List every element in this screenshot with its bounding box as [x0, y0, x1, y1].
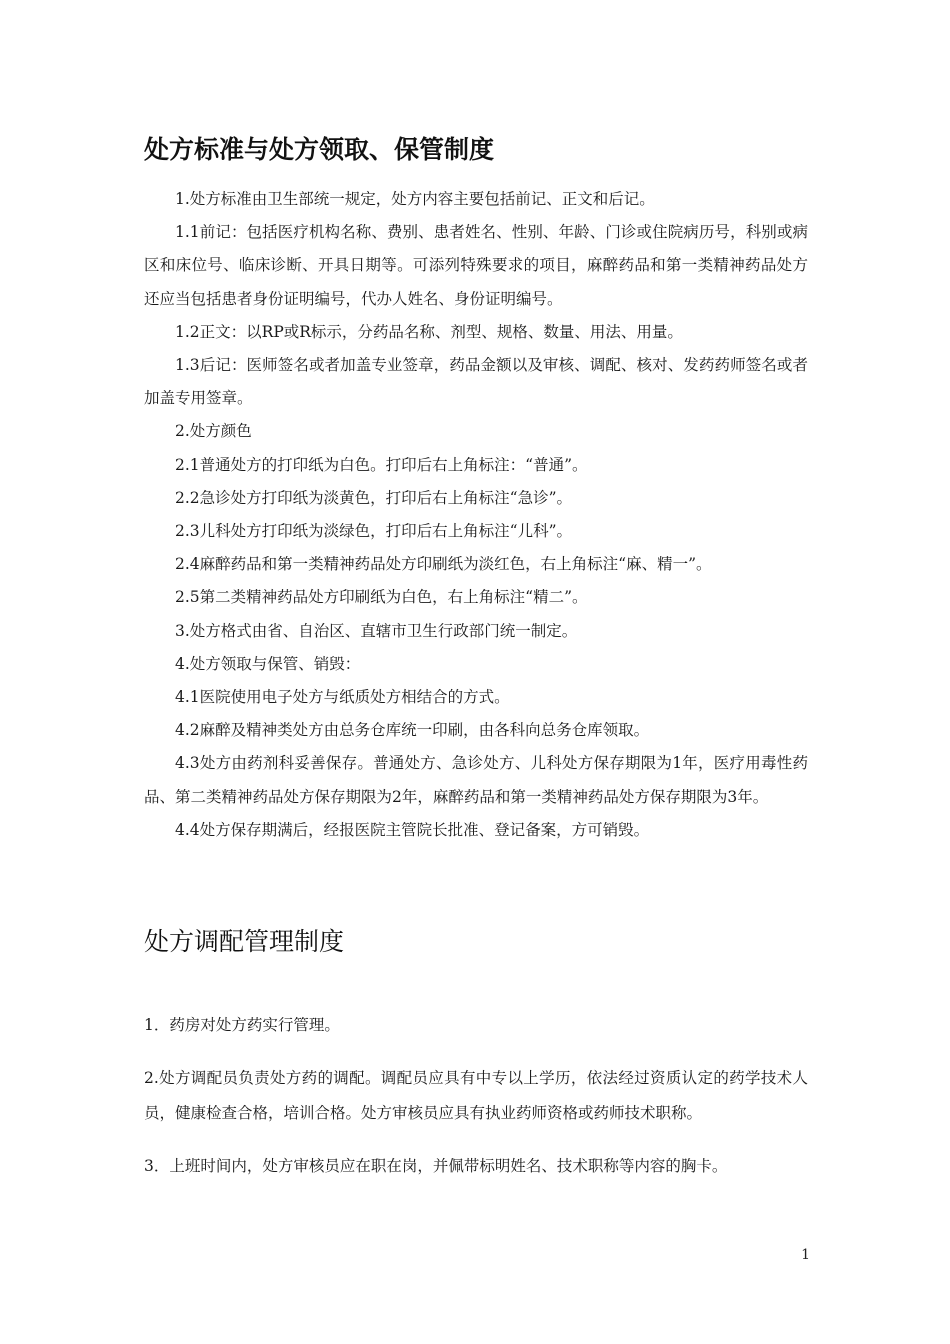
paragraph: 3.处方格式由省、自治区、直辖市卫生行政部门统一制定。: [175, 621, 578, 640]
paragraph: 2.3儿科处方打印纸为淡绿色，打印后右上角标注“儿科”。: [175, 522, 573, 541]
paragraph: 2.2急诊处方打印纸为淡黄色，打印后右上角标注“急诊”。: [175, 488, 573, 507]
paragraph: 2.1普通处方的打印纸为白色。打印后右上角标注：“普通”。: [175, 455, 588, 474]
section-title-prescription-dispensing: 处方调配管理制度: [144, 927, 345, 956]
section-title-prescription-standards: 处方标准与处方领取、保管制度: [144, 135, 495, 164]
paragraph: 2.4麻醉药品和第一类精神药品处方印刷纸为淡红色，右上角标注“麻、精一”。: [175, 555, 712, 574]
paragraph: 4.4处方保存期满后，经报医院主管院长批准、登记备案，方可销毁。: [175, 820, 650, 839]
paragraph: 1.处方标准由卫生部统一规定，处方内容主要包括前记、正文和后记。: [175, 190, 655, 208]
paragraph: 4.3处方由药剂科妥善保存。普通处方、急诊处方、儿科处方保存期限为1年，医疗用毒性药品、第二类精神药品处方保存期限为2年，麻醉药品和第一类精神药品处方保存期限为3年。: [144, 754, 808, 806]
paragraph: 1.2正文：以RP或R标示，分药品名称、剂型、规格、数量、用法、用量。: [175, 322, 683, 341]
paragraph: 2.5第二类精神药品处方印刷纸为白色，右上角标注“精二”。: [175, 588, 588, 607]
section-body-prescription-dispensing: [144, 1008, 808, 1202]
paragraph: 4.1医院使用电子处方与纸质处方相结合的方式。: [175, 688, 510, 707]
paragraph: 1.3后记：医师签名或者加盖专业签章，药品金额以及审核、调配、核对、发药药师签名或者加盖专用签章。: [144, 356, 808, 408]
page-number: 1: [801, 1247, 810, 1263]
section-body-prescription-standards: [144, 183, 808, 847]
paragraph: 4.2麻醉及精神类处方由总务仓库统一印刷，由各科向总务仓库领取。: [175, 721, 650, 740]
paragraph: 1.1前记：包括医疗机构名称、费别、患者姓名、性别、年龄、门诊或住院病历号，科别或病区和床位号、临床诊断、开具日期等。可添列特殊要求的项目，麻醉药品和第一类精神药品处方还应当包括患者身份证明编号，代办人姓名、身份证明编号。: [144, 223, 808, 308]
paragraph: 1．药房对处方药实行管理。: [144, 1016, 340, 1034]
paragraph: 4.处方领取与保管、销毁：: [175, 654, 361, 673]
paragraph: 2.处方调配员负责处方药的调配。调配员应具有中专以上学历，依法经过资质认定的药学技术人员，健康检查合格，培训合格。处方审核员应具有执业药师资格或药师技术职称。: [144, 1069, 808, 1122]
paragraph: 2.处方颜色: [175, 422, 252, 441]
paragraph: 3．上班时间内，处方审核员应在职在岗，并佩带标明姓名、技术职称等内容的胸卡。: [144, 1157, 728, 1175]
